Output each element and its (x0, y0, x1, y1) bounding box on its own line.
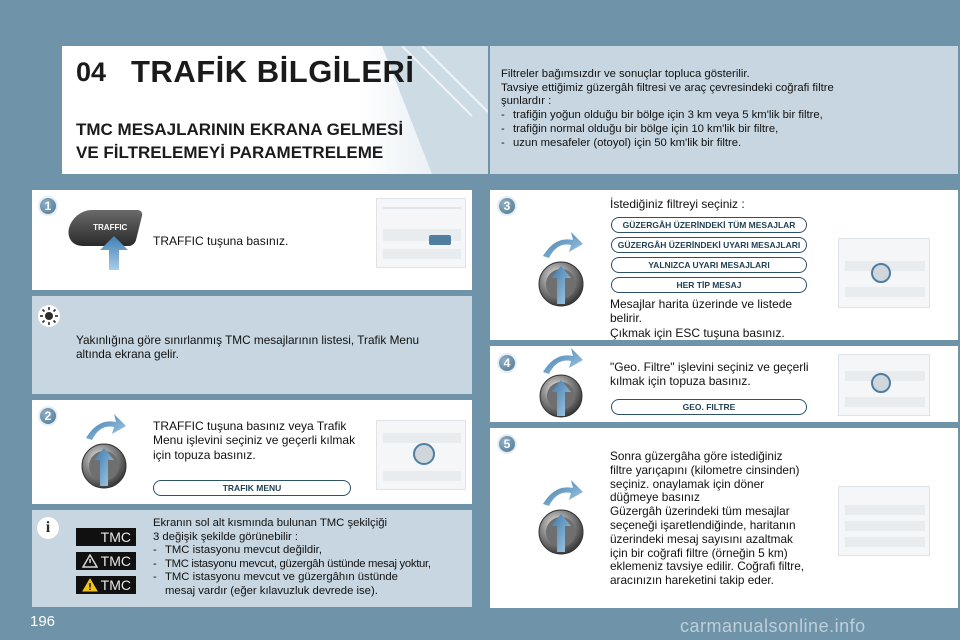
info-text (153, 517, 465, 599)
radio-panel-thumbnail (376, 420, 466, 490)
section-subtitle-line1: TMC MESAJLARININ EKRANA GELMESİ (76, 120, 404, 139)
page-title: TRAFİK BİLGİLERİ (131, 54, 415, 89)
step5-number: 5 (497, 434, 517, 454)
step5-line: eklemeniz tavsiye edilir. Coğrafi filtre, (610, 559, 805, 574)
step3-line3: Çıkmak için ESC tuşuna basınız. (610, 325, 785, 340)
step5-line: aracınızın hareketini takip eder. (610, 573, 774, 588)
rotary-knob-icon (533, 348, 589, 422)
step3-number: 3 (497, 196, 517, 216)
chapter-number: 04 (76, 57, 107, 87)
intro-list-item: - trafiğin yoğun olduğu bir bölge için 3 km veya 5 km'lik bir filtre, (501, 109, 941, 123)
tip-line1: Yakınlığına göre sınırlanmış TMC mesajlarının listesi, Trafik Menu (76, 333, 420, 347)
intro-list (501, 109, 941, 150)
tmc-label: TMC (100, 577, 131, 593)
step5-line: düğmeye basınız (610, 490, 700, 505)
info-list (153, 544, 465, 585)
step4-line1: "Geo. Filtre" işlevini seçiniz ve geçerli (610, 360, 809, 374)
step5-line: Sonra güzergâha göre istediğiniz (610, 449, 783, 463)
step3-heading: İstediğiniz filtreyi seçiniz : (610, 197, 745, 211)
warning-icon (82, 578, 98, 592)
intro-list-item: - trafiğin normal olduğu bir bölge için 10 km'lik bir filtre, (501, 123, 941, 137)
section-subtitle-line2: VE FİLTRELEMEYİ PARAMETRELEME (76, 143, 384, 162)
warning-outline-icon (82, 554, 98, 568)
step5-line: seçeneği işaretlendiğinde, haritanın (610, 517, 796, 532)
step1-text: TRAFFIC tuşuna basınız. (153, 234, 289, 248)
step4-number: 4 (497, 353, 517, 373)
tip-line2: altında ekrana gelir. (76, 347, 179, 362)
step5-line: seçiniz. onaylamak için döner (610, 476, 765, 491)
info-line2: 3 değişik şekilde görünebilir : (153, 530, 299, 543)
step2-line2: Menu işlevini seçiniz ve geçerli kılmak (153, 433, 356, 448)
radio-panel-thumbnail (838, 486, 930, 556)
step5-line: için bir coğrafi filtre (örneğin 5 km) (610, 545, 788, 560)
tmc-indicator-no-message (76, 552, 136, 570)
tmc-label: TMC (100, 529, 131, 545)
step5-line: filtre yarıçapını (kilometre cinsinden) (610, 462, 800, 477)
intro-list-item: - uzun mesafeler (otoyol) için 50 km'lik bir filtre. (501, 137, 941, 151)
step5-text (610, 450, 804, 588)
rotary-knob-icon (76, 410, 132, 496)
lightbulb-icon (37, 304, 61, 328)
radio-panel-thumbnail (376, 198, 466, 268)
watermark: carmanualsonline.info (680, 616, 866, 636)
intro-line3: şunlardır : (501, 95, 552, 108)
rotary-knob-icon (533, 476, 589, 562)
intro-line2: Tavsiye ettiğimiz güzergâh filtresi ve araç çevresindeki coğrafi filtre (501, 81, 834, 94)
intro-text (501, 68, 941, 150)
info-line1: Ekranın sol alt kısmında bulunan TMC şekilçiği (153, 517, 387, 529)
press-arrow-icon (100, 236, 128, 270)
tmc-indicator-message-on-route (76, 576, 136, 594)
filter-pill-all-route-messages[interactable]: GÜZERGÂH ÜZERİNDEKİ TÜM MESAJLAR (611, 217, 807, 233)
step5-line: üzerindeki mesaj sayısını azaltmak (610, 531, 793, 546)
step1-number: 1 (38, 196, 58, 216)
step4-text (610, 360, 809, 389)
trafik-menu-pill[interactable]: TRAFIK MENU (153, 480, 351, 496)
info-icon: i (37, 517, 59, 539)
step2-number: 2 (38, 406, 58, 426)
radio-panel-thumbnail (838, 238, 930, 308)
step2-text (153, 419, 355, 462)
step4-line2: kılmak için topuza basınız. (610, 374, 751, 389)
step2-line3: için topuza basınız. (153, 447, 256, 462)
info-list-item: - TMC istasyonu mevcut ve güzergâhın üstünde (153, 571, 465, 585)
filter-pill-route-warning-messages[interactable]: GÜZERGÂH ÜZERİNDEKİ UYARI MESAJLARI (611, 237, 807, 253)
geo-filter-pill[interactable]: GEO. FILTRE (611, 399, 807, 415)
step3-line2: belirir. (610, 311, 643, 326)
step2-line1: TRAFFIC tuşuna basınız veya Trafik (153, 419, 347, 433)
tip-text (76, 333, 419, 362)
filter-pill-warnings-only[interactable]: YALNIZCA UYARI MESAJLARI (611, 257, 807, 273)
radio-panel-thumbnail (838, 354, 930, 416)
rotary-knob-icon (533, 228, 589, 314)
page-number: 196 (30, 613, 56, 630)
step3-line1: Mesajlar harita üzerinde ve listede (610, 297, 793, 311)
info-list-item: - TMC istasyonu mevcut, güzergâh üstünde mesaj yoktur, (153, 558, 465, 572)
tmc-label: TMC (100, 553, 131, 569)
intro-line1: Filtreler bağımsızdır ve sonuçlar topluca gösterilir. (501, 68, 750, 80)
step3-text (610, 297, 792, 340)
filter-pill-all-message-types[interactable]: HER TİP MESAJ (611, 277, 807, 293)
traffic-button-label: TRAFFIC (93, 223, 128, 232)
info-list-item: - TMC istasyonu mevcut değildir, (153, 544, 465, 558)
tmc-indicator-unavailable (76, 528, 136, 546)
info-list-item-continuation: mesaj vardır (eğer kılavuzluk devrede ise). (165, 584, 378, 597)
step5-line: Güzergâh üzerindeki tüm mesajlar (610, 504, 790, 519)
